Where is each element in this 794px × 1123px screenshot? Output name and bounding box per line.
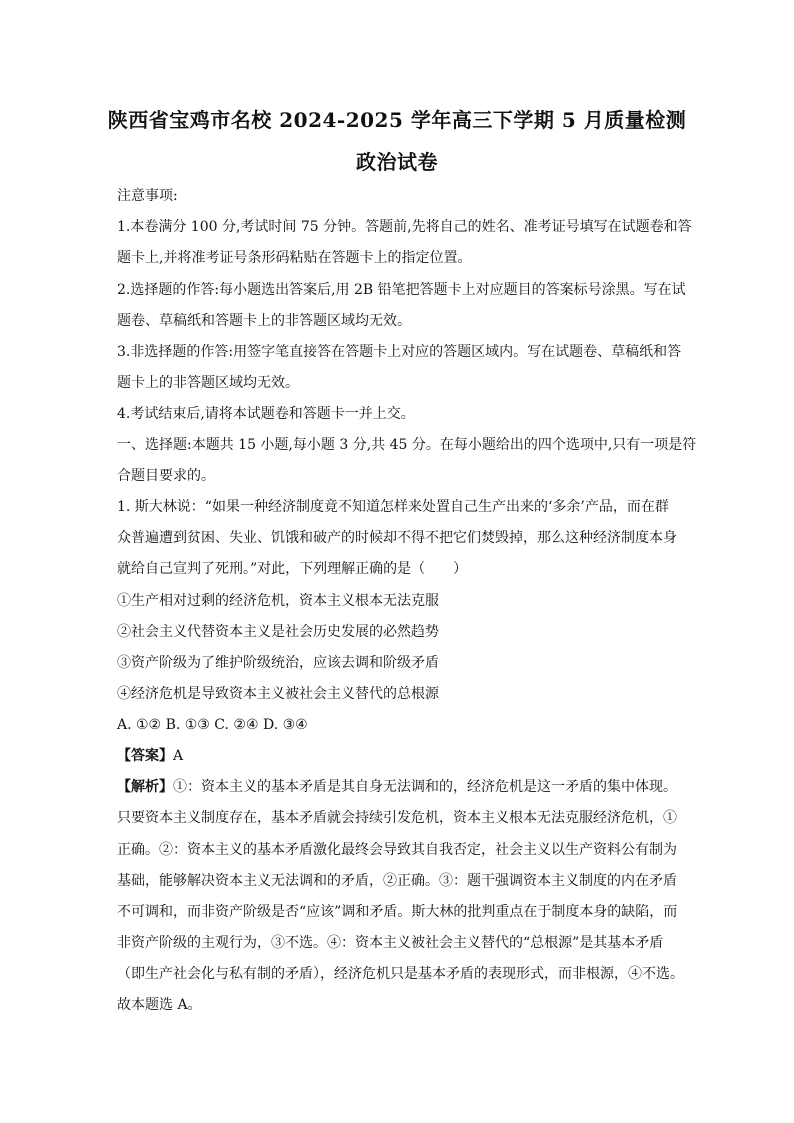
section-heading: 一、选择题:本题共 15 小题,每小题 3 分,共 45 分。在每小题给出的四个选项中,只有一项是符 [117,437,697,453]
notice-line: 1.本卷满分 100 分,考试时间 75 分钟。答题前,先将自己的姓名、准考证号填写在试题卷和答 [117,219,692,235]
question-stem-line: 众普遍遭到贫困、失业、饥饿和破产的时候却不得不把它们焚毁掉，那么这种经济制度本身 [117,530,677,546]
analysis-line: 基础，能够解决资本主义无法调和的矛盾，②正确。③：题干强调资本主义制度的内在矛盾 [117,873,677,889]
statement-2: ②社会主义代替资本主义是社会历史发展的必然趋势 [117,624,439,640]
analysis-line: （即生产社会化与私有制的矛盾），经济危机只是基本矛盾的表现形式，而非根源，④不选。 [117,966,684,982]
notice-line: 题卡上的非答题区域均无效。 [117,375,299,391]
statement-3: ③资产阶级为了维护阶级统治，应该去调和阶级矛盾 [117,655,439,671]
notice-heading: 注意事项: [117,188,178,204]
answer-label: 【答案】 [117,748,173,764]
statement-1: ①生产相对过剩的经济危机，资本主义根本无法克服 [117,593,439,609]
analysis-line: 非资产阶级的主观行为，③不选。④：资本主义被社会主义替代的“总根源”是其基本矛盾 [117,935,664,951]
analysis-line: 只要资本主义制度存在，基本矛盾就会持续引发危机，资本主义根本无法克服经济危机，① [117,810,677,826]
answer-value: A [173,748,184,764]
notice-line: 3.非选择题的作答:用签字笔直接答在答题卡上对应的答题区域内。写在试题卷、草稿纸和答 [117,344,682,360]
notice-line: 2.选择题的作答:每小题选出答案后,用 2B 铅笔把答题卡上对应题目的答案标号涂黑。写在试 [117,282,686,298]
section-heading-cont: 合题目要求的。 [117,468,215,484]
question-stem-line: 就给自己宣判了死刑。”对此，下列理解正确的是（ ） [117,561,468,577]
answer-row [117,746,687,766]
notice-line: 题卡上,并将准考证号条形码粘贴在答题卡上的指定位置。 [117,250,472,266]
analysis-text: ①：资本主义的基本矛盾是其自身无法调和的，经济危机是这一矛盾的集中体现。 [173,779,677,795]
analysis-label: 【解析】 [117,779,173,795]
question-stem-line: 1. 斯大林说：“如果一种经济制度竟不知道怎样来处置自己生产出来的‘多余’产品，而在群 [117,499,669,515]
analysis-row [117,777,687,797]
analysis-line: 故本题选 A。 [117,997,202,1013]
analysis-line: 不可调和，而非资产阶级是否“应该”调和矛盾。斯大林的批判重点在于制度本身的缺陷，而 [117,904,678,920]
answer-options: A. ①② B. ①③ C. ②④ D. ③④ [117,717,308,733]
document-title: 陕西省宝鸡市名校 2024-2025 学年高三下学期 5 月质量检测 [107,108,687,132]
statement-4: ④经济危机是导致资本主义被社会主义替代的总根源 [117,686,439,702]
notice-line: 4.考试结束后,请将本试题卷和答题卡一并上交。 [117,406,415,422]
analysis-line: 正确。②：资本主义的基本矛盾激化最终会导致其自我否定，社会主义以生产资料公有制为 [117,842,677,858]
document-subtitle: 政治试卷 [356,150,438,174]
notice-line: 题卷、草稿纸和答题卡上的非答题区域均无效。 [117,313,411,329]
